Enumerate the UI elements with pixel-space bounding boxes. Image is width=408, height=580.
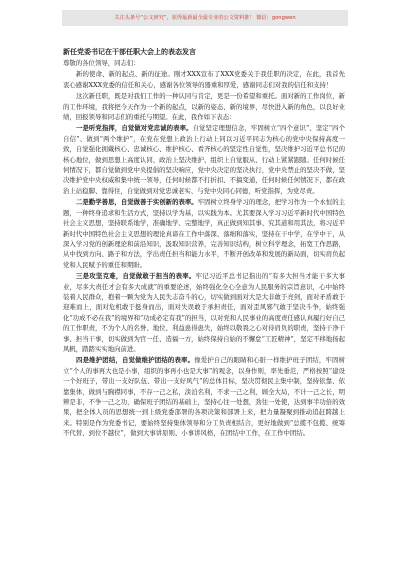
- paragraph-heading: 一是听党指挥，自觉做对党忠诚的表率。: [76, 124, 193, 133]
- paragraph: [63, 271, 345, 354]
- paragraph: [63, 91, 345, 122]
- document-title: 新任党委书记在干部任职大会上的表态发言: [63, 47, 196, 56]
- paragraph-body: 像爱护自己的眼睛和心脏一样维护班子团结，牢固树立“个人的事再大也是小事，组织的事再小也是大事”的观念，以身作则，率先垂范，严格按照“建设一个好班子，带出一支好队伍、带出一支好风气”的总体目标，坚决贯彻民主集中制，坚持依靠、依靠集体，做到与胸襟同事，不存一己之私，淡泊名利，不求一己之利，顾全大局，不计一己之长，明辨是非，不争一己之功，确保班子团结的基础上，坚持心往一处想，劲往一处使，达到事半功倍的效果，把全体人员的思想统一到上级党委部署的各项决策和部署上来，把力量凝聚到推动追赶跨越上来。特别是作为党委书记，要始终坚持集体领导和分工负责相结合，更好地做到“总揽不包揽、统筹不代替、到位不越位”，做到大事讲原则、小事讲风格，在团结中工作，在工作中团结。: [63, 356, 346, 438]
- paragraph: [63, 355, 345, 438]
- paragraph-body: 自觉坚定理想信念，牢固树立“四个意识”、坚定“四个自信”、做到“两个维护”，在党在党想上政治上行动上同以习近平同志为核心的党中央保持高度一致，自觉强化拥戴核心、忠诚核心、维护核心、看齐核心的坚定性自觉性，坚决维护习近平总书记的核心地位，做到思想上高度认同、政治上坚决维护、组织上自觉服从、行动上紧紧跟随。任何时候任何情况下，都自觉做到党中央提倡的坚决响应，党中央决定的坚决执行，党中央禁止的坚决不做，坚决维护党中央权威和集中统一领导，任何时候都不打折扣、不搞变通，任何时候任何情况下，都在政治上站稳脚、靠得住，自觉做到对党忠诚老实、与党中央同心同德，听党指挥，为党尽责。: [63, 124, 345, 195]
- paragraph-heading: 三是攻坚克难，自觉做敢于担当的表率。: [76, 272, 196, 281]
- paragraph: [63, 69, 345, 90]
- paragraph: [63, 197, 345, 270]
- paragraph-body: 牢记习近平总书记指出的“有多大担当才能干多大事业，尽多大责任才会有多大成就”的重要论述，始终强化全心全意为人民服务的宗旨意识，心中始终装着人民群众，抱着一颗为党为人民失志奋斗的心，切实做到面对大是大非敢于亮剑，面对矛盾敢于迎难而上，面对危机敢于挺身而出，面对失误敢于承担责任，面对歪风邪气敢于坚决斗争，始终强化“功成不必在我”的境界和“功成必定有我”的担当，以对党和人民事业的高度责任感认真履行好自己的工作职责，不为个人的名誉、地位、利益患得患失，始终以敬畏之心对待肩负的职责，坚持干净干事、担当干事，切实做到为官一任、造福一方，始终保持自始的不懈怠“工匠精神”，坚定不移地扬起风帆，踏踏实实地向前进。: [63, 272, 345, 353]
- promo-banner: 关注头条号“公文研究”，获得最新最全最专业的公文资料推！ 微信：gongwen: [62, 10, 348, 26]
- document-body: [63, 46, 345, 439]
- paragraph-heading: 四是维护团结，自觉做维护团结的表率。: [76, 356, 195, 365]
- paragraph-body: 牢固树立终身学习的理念，把学习作为一个永恒的主题，一种终身追求和生活方式，坚持以学为基，以实践为本。尤其要深入学习习近平新时代中国特色社会主义思想，坚持联系地学，准确地学、完整地学，真正做到知其事、究其道和用其法，将习近平新时代中国特色社会主义思想的理论真谛在工作中落深、落细和落实，坚持在干中学，在学中干，从深入学习党的创新理论和前沿知识，汲取知识营养，完善知识结构，树立科学理念，拓宽工作思路，从中找到方向、路子和方法，学出责任担当和能力水平，不断开创改革和发展的新局面，切实肩负起党和人民赋予的重任和期盼。: [63, 198, 346, 269]
- paragraph-body: 新的使命、新的起点、新的征途。刚才XXX宣布了XXX党委关于我任职的决定，在此，我首先衷心感谢XXX党委的信任和关心，感谢各位领导的器重和厚爱，感谢同志们对我的信任和支持！: [63, 70, 345, 89]
- paragraph-body: 这次新任职，既是对我们工作的一种认同与肯定，更是一份希望和重托。面对新的工作岗位，新的工作环境，我将把今天作为一个新的起点，以新的姿态、新的境界，尽快进入新的角色，以良好业绩，回报领导和同志们的重托与期望。在此，我作如下表态：: [63, 92, 345, 122]
- paragraph-heading: 二是勤学善思，自觉做善于实创新的表率。: [76, 198, 198, 207]
- paragraph: [63, 123, 345, 196]
- salutation: 尊敬的各位领导，同志们：: [63, 59, 140, 67]
